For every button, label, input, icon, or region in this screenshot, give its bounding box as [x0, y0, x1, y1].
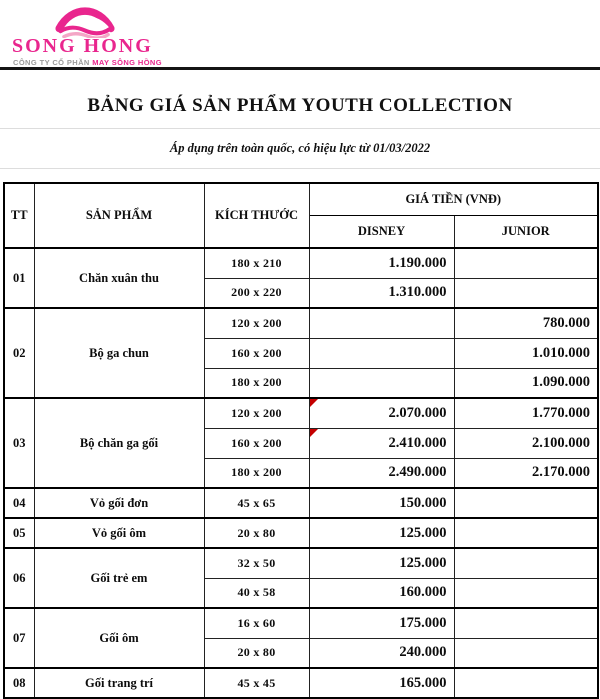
- price-cell-disney: 2.410.000: [309, 428, 454, 458]
- tt-cell: 01: [4, 248, 34, 308]
- size-cell: 45 x 65: [204, 488, 309, 518]
- price-cell-disney: 160.000: [309, 578, 454, 608]
- price-cell-junior: [454, 668, 598, 698]
- table-row: [4, 248, 598, 278]
- page-subtitle: Áp dụng trên toàn quốc, có hiệu lực từ 01/03/2022: [169, 141, 431, 155]
- tt-cell: 07: [4, 608, 34, 668]
- price-cell-disney: 150.000: [309, 488, 454, 518]
- tt-cell: 06: [4, 548, 34, 608]
- tagline-bold: MAY SÔNG HỒNG: [92, 58, 162, 67]
- price-cell-disney: [309, 308, 454, 338]
- brand-name: SONG HONG: [12, 35, 153, 57]
- price-cell-disney: [309, 368, 454, 398]
- price-cell-disney: [309, 338, 454, 368]
- price-cell-disney: 125.000: [309, 518, 454, 548]
- price-cell-junior: 1.010.000: [454, 338, 598, 368]
- size-cell: 180 x 210: [204, 248, 309, 278]
- size-cell: 45 x 45: [204, 668, 309, 698]
- table-row: [4, 518, 598, 548]
- size-cell: 120 x 200: [204, 398, 309, 428]
- product-cell: Vỏ gối đơn: [34, 488, 204, 518]
- table-row: [4, 398, 598, 428]
- size-cell: 32 x 50: [204, 548, 309, 578]
- tt-cell: 03: [4, 398, 34, 488]
- size-cell: 40 x 58: [204, 578, 309, 608]
- comment-marker-icon: [310, 399, 318, 407]
- tagline-prefix: CÔNG TY CỔ PHẦN: [13, 58, 93, 67]
- page-title: BẢNG GIÁ SẢN PHẨM YOUTH COLLECTION: [87, 95, 513, 116]
- price-cell-disney: 1.310.000: [309, 278, 454, 308]
- size-cell: 180 x 200: [204, 368, 309, 398]
- price-cell-disney: 175.000: [309, 608, 454, 638]
- product-cell: Gối trang trí: [34, 668, 204, 698]
- price-cell-junior: [454, 518, 598, 548]
- tt-cell: 08: [4, 668, 34, 698]
- header-size: KÍCH THƯỚC: [204, 183, 309, 248]
- header-disney: DISNEY: [309, 216, 454, 249]
- letterhead: [0, 0, 600, 70]
- header-junior: JUNIOR: [454, 216, 598, 249]
- product-cell: Gối trẻ em: [34, 548, 204, 608]
- swan-wave-icon: [46, 4, 124, 38]
- header-tt: TT: [4, 183, 34, 248]
- price-cell-disney: 1.190.000: [309, 248, 454, 278]
- price-table: [3, 182, 599, 699]
- price-cell-disney: 125.000: [309, 548, 454, 578]
- price-table-body: [4, 248, 598, 698]
- price-cell-junior: [454, 278, 598, 308]
- product-cell: Vỏ gối ôm: [34, 518, 204, 548]
- size-cell: 200 x 220: [204, 278, 309, 308]
- tt-cell: 05: [4, 518, 34, 548]
- header-product: SẢN PHẨM: [34, 183, 204, 248]
- table-row: [4, 488, 598, 518]
- product-cell: Bộ chăn ga gối: [34, 398, 204, 488]
- title-row: [0, 70, 600, 129]
- brand-tagline: [10, 59, 162, 67]
- size-cell: 20 x 80: [204, 638, 309, 668]
- table-row: [4, 548, 598, 578]
- subtitle-row: [0, 129, 600, 169]
- comment-marker-icon: [310, 429, 318, 437]
- size-cell: 20 x 80: [204, 518, 309, 548]
- price-cell-junior: [454, 248, 598, 278]
- price-cell-disney: 240.000: [309, 638, 454, 668]
- price-cell-disney: 2.490.000: [309, 458, 454, 488]
- price-table-header: [4, 183, 598, 248]
- table-row: [4, 668, 598, 698]
- header-price-group: GIÁ TIỀN (VNĐ): [309, 183, 598, 216]
- price-cell-junior: [454, 638, 598, 668]
- size-cell: 160 x 200: [204, 338, 309, 368]
- price-cell-junior: [454, 488, 598, 518]
- price-cell-junior: [454, 548, 598, 578]
- price-cell-junior: [454, 578, 598, 608]
- table-row: [4, 308, 598, 338]
- spacer: [0, 169, 600, 182]
- price-cell-junior: 2.100.000: [454, 428, 598, 458]
- song-hong-logo: [10, 4, 160, 67]
- size-cell: 120 x 200: [204, 308, 309, 338]
- product-cell: Chăn xuân thu: [34, 248, 204, 308]
- price-cell-junior: 1.090.000: [454, 368, 598, 398]
- price-cell-junior: 1.770.000: [454, 398, 598, 428]
- price-cell-disney: 165.000: [309, 668, 454, 698]
- table-row: [4, 608, 598, 638]
- tt-cell: 02: [4, 308, 34, 398]
- price-cell-junior: [454, 608, 598, 638]
- price-cell-disney: 2.070.000: [309, 398, 454, 428]
- product-cell: Gối ôm: [34, 608, 204, 668]
- product-cell: Bộ ga chun: [34, 308, 204, 398]
- tt-cell: 04: [4, 488, 34, 518]
- size-cell: 180 x 200: [204, 458, 309, 488]
- size-cell: 16 x 60: [204, 608, 309, 638]
- price-cell-junior: 2.170.000: [454, 458, 598, 488]
- size-cell: 160 x 200: [204, 428, 309, 458]
- price-cell-junior: 780.000: [454, 308, 598, 338]
